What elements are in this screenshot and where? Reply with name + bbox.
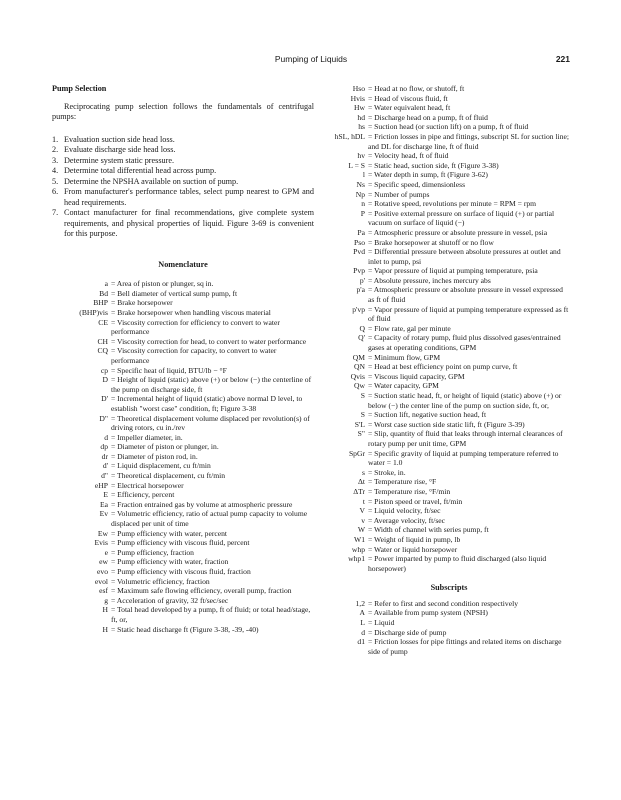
nomenclature-symbol: Ev <box>99 509 108 519</box>
nomenclature-symbol: evol <box>94 576 108 586</box>
nomenclature-definition: = Absolute pressure, inches mercury abs <box>368 275 491 285</box>
nomenclature-entry <box>327 285 571 304</box>
nomenclature-entry <box>327 94 571 104</box>
nomenclature-definition: = Piston speed or travel, ft/min <box>368 496 463 506</box>
nomenclature-entry <box>327 525 571 535</box>
nomenclature-symbol: QN <box>354 362 365 372</box>
nomenclature-symbol: Pvd <box>353 247 365 257</box>
nomenclature-definition: = Atmospheric pressure or absolute pressure in vessel, psia <box>368 227 548 237</box>
nomenclature-definition: = Rotative speed, revolutions per minute = RPM = rpm <box>368 199 537 209</box>
nomenclature-symbol: L = S <box>348 160 365 170</box>
nomenclature-definition: = Pump efficiency with water, fraction <box>111 557 229 567</box>
nomenclature-definition: = Water equivalent head, ft <box>368 103 451 113</box>
chapter-title: Pumping of Liquids <box>274 54 348 64</box>
nomenclature-entry <box>52 289 314 299</box>
nomenclature-symbol: v <box>361 515 365 525</box>
nomenclature-definition: = Velocity head, ft of fluid <box>368 151 449 161</box>
subscripts-list <box>327 599 571 657</box>
nomenclature-symbol: D' <box>101 394 108 404</box>
nomenclature-definition: = Liquid displacement, cu ft/min <box>111 461 211 471</box>
nomenclature-definition: = Theoretical displacement volume displaced per revolution(s) of driving rotors, cu in./rev <box>111 413 310 433</box>
nomenclature-entry <box>327 477 571 487</box>
nomenclature-definition: = Viscosity correction for capacity, to convert to water performance <box>111 346 277 365</box>
nomenclature-definition: = Specific speed, dimensionless <box>368 179 466 189</box>
nomenclature-definition: = Specific heat of liquid, BTU/lb − °F <box>111 365 227 375</box>
nomenclature-symbol: n <box>361 199 365 209</box>
nomenclature-entry <box>52 308 314 318</box>
nomenclature-symbol: Δt <box>358 477 365 487</box>
nomenclature-symbol: Hso <box>352 84 365 93</box>
nomenclature-entry <box>52 625 314 635</box>
nomenclature-entry <box>327 209 571 228</box>
nomenclature-symbol: Pvp <box>353 266 365 276</box>
subscript-symbol: 1,2 <box>355 598 365 608</box>
nomenclature-definition: = Minimum flow, GPM <box>368 352 441 362</box>
nomenclature-entry <box>327 84 571 94</box>
nomenclature-entry <box>52 490 314 500</box>
right-column <box>327 84 571 656</box>
nomenclature-entry <box>327 190 571 200</box>
nomenclature-definition: = Bell diameter of vertical sump pump, ft <box>111 288 238 298</box>
nomenclature-entry <box>327 122 571 132</box>
nomenclature-definition: = Brake horsepower when handling viscous material <box>111 307 271 317</box>
nomenclature-list-left <box>52 279 314 634</box>
intro-paragraph: Reciprocating pump selection follows the fundamentals of centrifugal pumps: <box>52 101 314 122</box>
section-heading-pump-selection: Pump Selection <box>52 84 107 93</box>
nomenclature-symbol: Bd <box>99 288 108 298</box>
nomenclature-symbol: D" <box>99 413 108 423</box>
nomenclature-symbol: whp1 <box>348 554 365 564</box>
nomenclature-definition: = Volumetric efficiency, ratio of actual pump capacity to volume displaced per unit of time <box>111 509 308 529</box>
nomenclature-symbol: evo <box>97 567 108 576</box>
nomenclature-entry <box>327 410 571 420</box>
nomenclature-definition: = Temperature rise, °F/min <box>368 486 451 496</box>
step-number: 7. <box>52 208 59 218</box>
nomenclature-entry <box>327 429 571 448</box>
nomenclature-symbol: hs <box>358 122 365 132</box>
nomenclature-symbol: Ea <box>99 499 108 509</box>
nomenclature-symbol: (BHP)vis <box>79 307 108 317</box>
left-column <box>52 84 314 634</box>
nomenclature-entry <box>327 333 571 352</box>
nomenclature-entry <box>52 414 314 433</box>
nomenclature-symbol: hv <box>357 151 365 161</box>
nomenclature-entry <box>327 545 571 555</box>
nomenclature-entry <box>52 366 314 376</box>
nomenclature-symbol: Hvis <box>350 93 365 103</box>
subscript-symbol: d <box>361 627 365 637</box>
step-number: 6. <box>52 187 59 197</box>
nomenclature-definition: = Temperature rise, °F <box>368 477 437 487</box>
nomenclature-entry <box>52 538 314 548</box>
nomenclature-entry <box>327 151 571 161</box>
nomenclature-symbol: Q' <box>358 333 365 343</box>
nomenclature-definition: = Head at best efficiency point on pump curve, ft <box>368 362 518 372</box>
running-header <box>52 54 570 68</box>
nomenclature-symbol: Q <box>359 323 365 333</box>
nomenclature-entry <box>327 113 571 123</box>
nomenclature-entry <box>52 567 314 577</box>
nomenclature-entry <box>327 228 571 238</box>
subscript-symbol: A <box>359 608 365 618</box>
nomenclature-definition: = Capacity of rotary pump, fluid plus dissolved gases/entrained gases at operating conditions, GPM <box>368 333 561 353</box>
nomenclature-entry <box>327 238 571 248</box>
nomenclature-definition: = Fraction entrained gas by volume at atmospheric pressure <box>111 499 293 509</box>
nomenclature-entry <box>327 535 571 545</box>
nomenclature-symbol: a <box>104 279 108 289</box>
nomenclature-entry <box>327 420 571 430</box>
nomenclature-entry <box>52 509 314 528</box>
subscript-definition: = Friction losses for pipe fittings and related items on discharge side of pump <box>368 637 562 656</box>
nomenclature-symbol: S <box>360 391 365 400</box>
nomenclature-symbol: d" <box>101 471 108 481</box>
nomenclature-definition: = Static head discharge ft (Figure 3-38, -39, -40) <box>111 624 259 634</box>
subscript-entry <box>327 637 571 656</box>
nomenclature-definition: = Worst case suction side static lift, ft (Figure 3-39) <box>368 419 525 429</box>
step-text: Determine system static pressure. <box>64 155 175 165</box>
subscript-definition: = Liquid <box>368 618 395 628</box>
nomenclature-definition: = Water capacity, GPM <box>368 381 439 391</box>
subscript-definition: = Available from pump system (NPSH) <box>368 608 488 618</box>
nomenclature-definition: = Discharge head on a pump, ft of fluid <box>368 112 488 122</box>
subscript-symbol: L <box>360 618 365 628</box>
nomenclature-entry <box>327 497 571 507</box>
nomenclature-entry <box>52 394 314 413</box>
nomenclature-entry <box>52 375 314 394</box>
nomenclature-entry <box>52 318 314 337</box>
nomenclature-definition: = Differential pressure between absolute pressures at outlet and inlet to pump, psi <box>368 247 561 266</box>
nomenclature-definition: = Suction static head, ft, or height of liquid (static) above (+) or below (−) the center line of the pump on suction side, ft, or, <box>368 391 562 410</box>
nomenclature-definition: = Suction head (or suction lift) on a pump, ft of fluid <box>368 122 529 132</box>
nomenclature-entry <box>52 442 314 452</box>
nomenclature-symbol: E <box>103 490 108 500</box>
nomenclature-entry <box>327 506 571 516</box>
nomenclature-definition: = Efficiency, percent <box>111 490 175 500</box>
nomenclature-entry <box>52 279 314 289</box>
nomenclature-definition: = Brake horsepower <box>111 298 173 308</box>
nomenclature-symbol: Qvis <box>350 371 365 381</box>
subscript-definition: = Discharge side of pump <box>368 627 447 637</box>
nomenclature-symbol: BHP <box>93 298 108 308</box>
nomenclature-symbol: W <box>357 525 365 535</box>
nomenclature-entry <box>52 481 314 491</box>
nomenclature-entry <box>52 557 314 567</box>
nomenclature-definition: = Flow rate, gal per minute <box>368 323 451 333</box>
subscript-entry <box>327 628 571 638</box>
subscript-entry <box>327 608 571 618</box>
page-number: 221 <box>555 54 570 64</box>
nomenclature-definition: = Liquid velocity, ft/sec <box>368 506 441 516</box>
nomenclature-entry <box>52 452 314 462</box>
nomenclature-entry <box>52 529 314 539</box>
nomenclature-definition: = Incremental height of liquid (static) above normal D level, to establish "worst case" condition, ft; Figure 3-38 <box>111 394 303 413</box>
nomenclature-symbol: l <box>362 170 365 180</box>
nomenclature-definition: = Vapor pressure of liquid at pumping temperature, psia <box>368 266 538 276</box>
nomenclature-entry <box>52 596 314 606</box>
nomenclature-entry <box>327 266 571 276</box>
nomenclature-definition: = Volumetric efficiency, fraction <box>111 576 210 586</box>
selection-steps-list <box>52 135 314 240</box>
nomenclature-symbol: S" <box>357 429 365 439</box>
nomenclature-symbol: dr <box>101 451 108 461</box>
nomenclature-entry <box>52 605 314 624</box>
nomenclature-definition: = Number of pumps <box>368 189 430 199</box>
selection-step <box>52 208 314 240</box>
nomenclature-symbol: eHP <box>94 480 108 490</box>
selection-step <box>52 135 314 146</box>
nomenclature-symbol: p'vp <box>352 304 365 314</box>
nomenclature-entry <box>327 468 571 478</box>
nomenclature-entry <box>327 372 571 382</box>
nomenclature-symbol: d' <box>102 461 108 471</box>
nomenclature-definition: = Slip, quantity of fluid that leaks through internal clearances of rotary pump per unit time, GPM <box>368 429 563 448</box>
nomenclature-symbol: e <box>104 547 108 557</box>
nomenclature-symbol: Ns <box>356 179 365 189</box>
nomenclature-entry <box>327 391 571 410</box>
nomenclature-definition: = Viscosity correction for efficiency to convert to water performance <box>111 317 280 337</box>
selection-step <box>52 166 314 177</box>
nomenclature-symbol: Pa <box>357 227 365 237</box>
nomenclature-symbol: SpGr <box>348 448 365 458</box>
nomenclature-definition: = Average velocity, ft/sec <box>368 515 446 525</box>
nomenclature-symbol: V <box>359 506 365 516</box>
nomenclature-symbol: cp <box>100 365 108 375</box>
nomenclature-entry <box>327 103 571 113</box>
subscripts-heading: Subscripts <box>430 583 468 593</box>
nomenclature-definition: = Pump efficiency with viscous fluid, percent <box>111 538 250 548</box>
nomenclature-symbol: QM <box>352 352 365 362</box>
nomenclature-definition: = Atmospheric pressure or absolute pressure in vessel expressed as ft of fluid <box>368 285 563 305</box>
nomenclature-definition: = Total head developed by a pump, ft of fluid; or total head/stage, ft, or, <box>111 605 311 624</box>
nomenclature-list-right <box>327 84 571 573</box>
nomenclature-definition: = Viscosity correction for head, to convert to water performance <box>111 336 307 346</box>
nomenclature-symbol: H <box>102 624 108 634</box>
nomenclature-symbol: Np <box>355 189 365 199</box>
nomenclature-entry <box>52 471 314 481</box>
nomenclature-symbol: p'a <box>356 285 365 295</box>
step-number: 5. <box>52 176 59 186</box>
nomenclature-entry <box>327 449 571 468</box>
nomenclature-entry <box>52 433 314 443</box>
nomenclature-symbol: Evis <box>94 538 108 548</box>
subscript-entry <box>327 599 571 609</box>
nomenclature-symbol: esf <box>99 586 108 596</box>
step-number: 2. <box>52 145 59 155</box>
selection-step <box>52 187 314 208</box>
step-text: Evaluation suction side head loss. <box>64 134 175 144</box>
nomenclature-symbol: Hw <box>354 103 365 113</box>
nomenclature-definition: = Viscous liquid capacity, GPM <box>368 371 465 381</box>
nomenclature-definition: = Brake horsepower at shutoff or no flow <box>368 237 494 247</box>
step-number: 4. <box>52 166 59 176</box>
nomenclature-definition: = Width of channel with series pump, ft <box>368 525 489 535</box>
nomenclature-definition: = Positive external pressure on surface of liquid (+) or partial vacuum on surface of liquid (−) <box>368 208 555 228</box>
subscript-symbol: d1 <box>357 637 365 647</box>
nomenclature-entry <box>327 554 571 573</box>
nomenclature-symbol: CH <box>97 336 108 346</box>
nomenclature-definition: = Diameter of piston or plunger, in. <box>111 442 219 452</box>
nomenclature-entry <box>327 305 571 324</box>
nomenclature-definition: = Specific gravity of liquid at pumping temperature referred to water = 1.0 <box>368 448 559 468</box>
nomenclature-definition: = Weight of liquid in pump, lb <box>368 534 461 544</box>
nomenclature-symbol: CE <box>98 317 108 327</box>
nomenclature-definition: = Theoretical displacement, cu ft/min <box>111 471 226 481</box>
nomenclature-symbol: hSL, hDL <box>334 131 365 141</box>
nomenclature-symbol: D <box>102 375 108 385</box>
nomenclature-definition: = Acceleration of gravity, 32 ft/sec/sec <box>111 595 229 605</box>
nomenclature-heading: Nomenclature <box>158 259 208 269</box>
nomenclature-entry <box>327 247 571 266</box>
nomenclature-entry <box>52 577 314 587</box>
nomenclature-symbol: Qw <box>354 381 365 391</box>
nomenclature-symbol: hd <box>357 112 365 122</box>
nomenclature-definition: = Pump efficiency with water, percent <box>111 528 228 538</box>
nomenclature-entry <box>327 180 571 190</box>
nomenclature-symbol: whp <box>351 544 365 554</box>
nomenclature-symbol: ew <box>99 557 108 567</box>
nomenclature-entry <box>52 346 314 365</box>
nomenclature-definition: = Power imparted by pump to fluid discharged (also liquid horsepower) <box>368 554 547 573</box>
nomenclature-symbol: CQ <box>97 346 108 356</box>
nomenclature-definition: = Head of viscous fluid, ft <box>368 93 448 103</box>
nomenclature-entry <box>327 161 571 171</box>
subscript-entry <box>327 618 571 628</box>
selection-step <box>52 177 314 188</box>
nomenclature-entry <box>327 199 571 209</box>
step-number: 1. <box>52 134 59 144</box>
nomenclature-definition: = Area of piston or plunger, sq in. <box>111 279 214 289</box>
nomenclature-definition: = Vapor pressure of liquid at pumping temperature expressed as ft of fluid <box>368 304 569 324</box>
nomenclature-symbol: d <box>104 432 108 442</box>
nomenclature-entry <box>327 276 571 286</box>
nomenclature-symbol: H <box>102 605 108 615</box>
nomenclature-definition: = Friction losses in pipe and fittings, subscript SL for suction line; and DL for discharge line, ft of fluid <box>368 131 570 151</box>
nomenclature-entry <box>327 487 571 497</box>
step-number: 3. <box>52 155 59 165</box>
selection-step <box>52 156 314 167</box>
nomenclature-definition: = Stroke, in. <box>368 467 406 477</box>
nomenclature-entry <box>327 516 571 526</box>
nomenclature-symbol: g <box>104 595 108 605</box>
nomenclature-entry <box>52 337 314 347</box>
nomenclature-definition: = Height of liquid (static) above (+) or below (−) the centerline of the pump on discharge side, ft <box>111 375 312 394</box>
nomenclature-entry <box>327 381 571 391</box>
nomenclature-definition: = Head at no flow, or shutoff, ft <box>368 84 465 93</box>
nomenclature-definition: = Impeller diameter, in. <box>111 432 183 442</box>
nomenclature-entry <box>327 132 571 151</box>
nomenclature-symbol: t <box>362 496 365 506</box>
nomenclature-symbol: S <box>360 410 365 420</box>
nomenclature-symbol: ΔTr <box>353 486 365 496</box>
nomenclature-entry <box>52 586 314 596</box>
nomenclature-symbol: P <box>360 208 365 218</box>
nomenclature-entry <box>327 324 571 334</box>
nomenclature-definition: = Pump efficiency with viscous fluid, fraction <box>111 567 251 576</box>
nomenclature-entry <box>327 353 571 363</box>
nomenclature-entry <box>327 170 571 180</box>
subscript-definition: = Refer to first and second condition respectively <box>368 598 518 608</box>
nomenclature-entry <box>52 548 314 558</box>
step-text: Contact manufacturer for final recommendations, give complete system requirements, and physical properties of liquid. Figure 3-69 is convenient for this purpose. <box>64 208 314 239</box>
nomenclature-symbol: p' <box>359 275 365 285</box>
step-text: Determine total differential head across pump. <box>64 166 217 176</box>
nomenclature-symbol: W1 <box>354 534 365 544</box>
nomenclature-symbol: Pso <box>354 237 365 247</box>
step-text: Evaluate discharge side head loss. <box>64 145 176 155</box>
step-text: From manufacturer's performance tables, select pump nearest to GPM and head requirements. <box>64 187 314 207</box>
selection-step <box>52 145 314 156</box>
nomenclature-symbol: s <box>362 467 365 477</box>
nomenclature-entry <box>327 362 571 372</box>
nomenclature-definition: = Suction lift, negative suction head, ft <box>368 410 487 420</box>
nomenclature-entry <box>52 298 314 308</box>
nomenclature-definition: = Diameter of piston rod, in. <box>111 451 198 461</box>
nomenclature-entry <box>52 500 314 510</box>
nomenclature-definition: = Pump efficiency, fraction <box>111 547 194 557</box>
nomenclature-definition: = Water or liquid horsepower <box>368 544 458 554</box>
nomenclature-definition: = Electrical horsepower <box>111 480 184 490</box>
nomenclature-symbol: S'L <box>354 419 365 429</box>
step-text: Determine the NPSHA available on suction of pump. <box>64 176 239 186</box>
nomenclature-definition: = Static head, suction side, ft (Figure 3-38) <box>368 160 499 170</box>
nomenclature-entry <box>52 461 314 471</box>
nomenclature-symbol: Ew <box>97 528 108 538</box>
nomenclature-definition: = Water depth in sump, ft (Figure 3-62) <box>368 170 488 180</box>
nomenclature-symbol: dp <box>100 442 108 452</box>
nomenclature-definition: = Maximum safe flowing efficiency, overall pump, fraction <box>111 586 292 596</box>
